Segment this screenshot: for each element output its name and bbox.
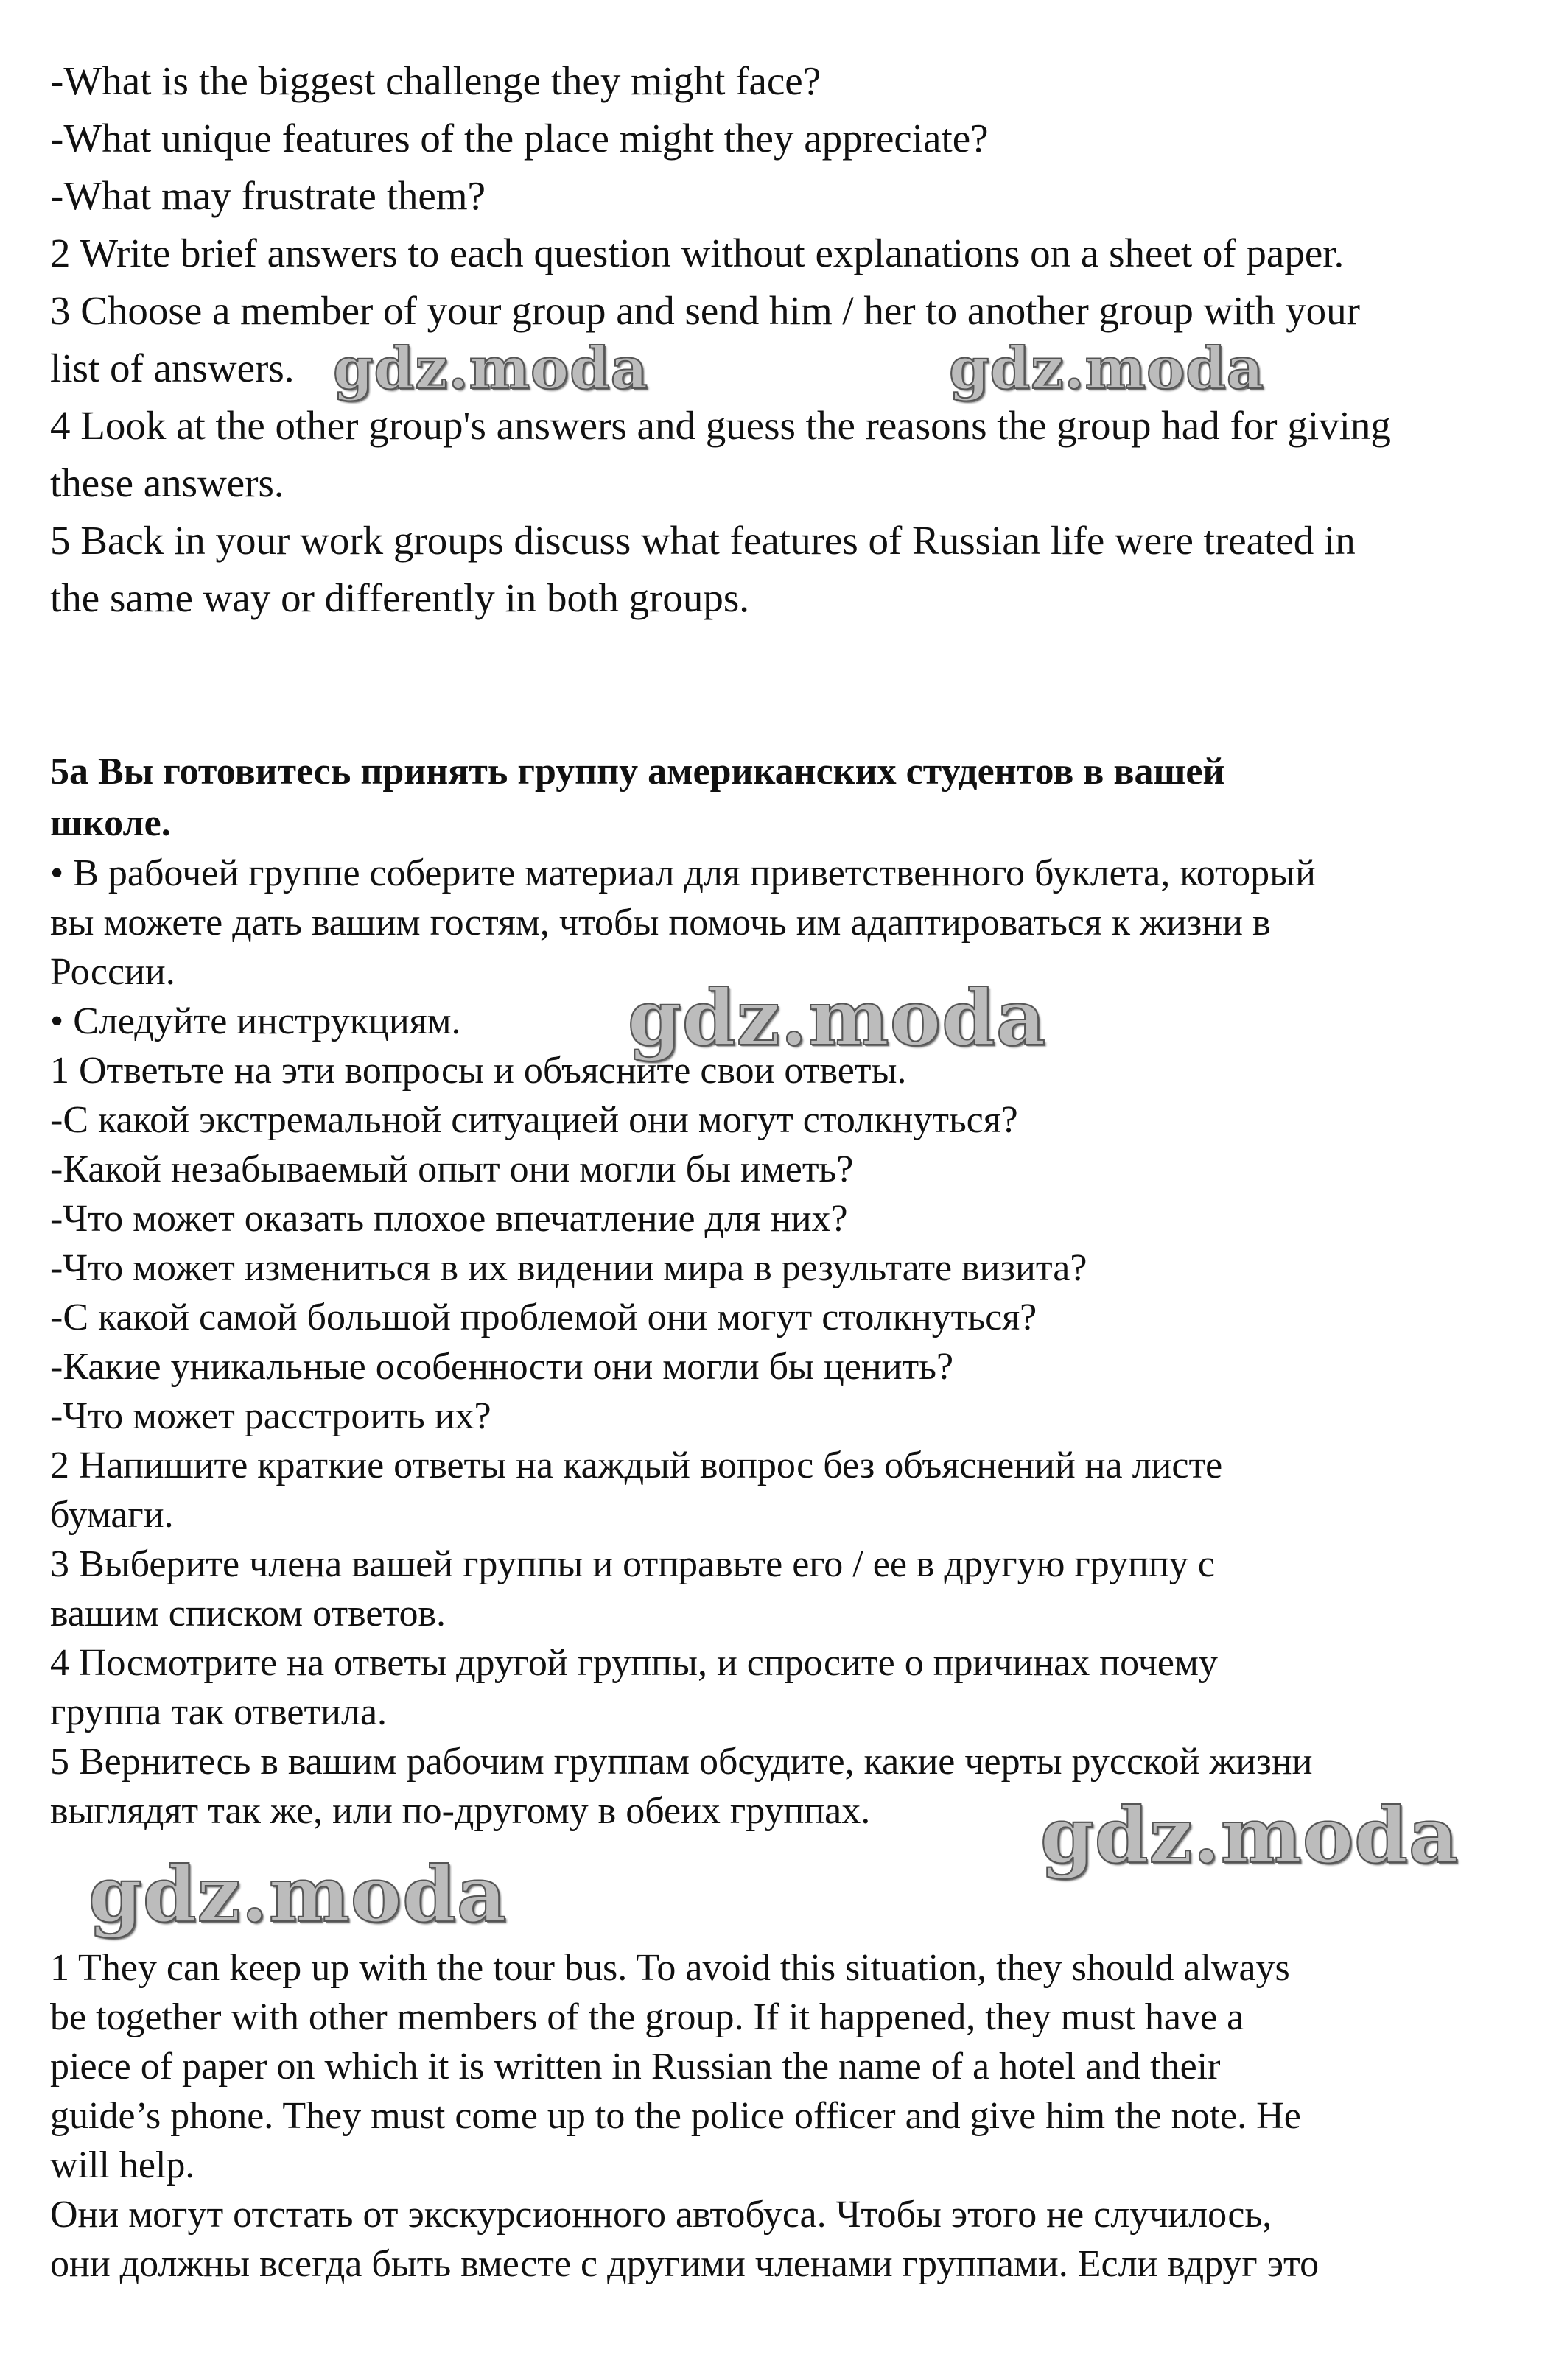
- text-line: -What may frustrate them?: [50, 173, 486, 218]
- watermark-logo: gdz.moda: [333, 335, 649, 402]
- text-line: 1 They can keep up with the tour bus. To avoid this situation, they should always: [50, 1947, 1290, 1989]
- text-line: -Что может оказать плохое впечатление для них?: [50, 1198, 848, 1240]
- text-line: the same way or differently in both groups.: [50, 575, 750, 620]
- text-line: бумаги.: [50, 1494, 174, 1536]
- text-line: вашим списком ответов.: [50, 1593, 446, 1635]
- text-line: они должны всегда быть вместе с другими членами группами. Если вдруг это: [50, 2243, 1320, 2285]
- text-line: 3 Choose a member of your group and send him / her to another group with your: [50, 288, 1360, 333]
- heading-line: школе.: [50, 802, 171, 844]
- heading-line: 5а Вы готовитесь принять группу американских студентов в вашей: [50, 751, 1225, 793]
- text-line: 3 Выберите члена вашей группы и отправьте его / ее в другую группу с: [50, 1543, 1215, 1585]
- text-line: 4 Посмотрите на ответы другой группы, и спросите о причинах почему: [50, 1642, 1218, 1684]
- text-line: 2 Write brief answers to each question without explanations on a sheet of paper.: [50, 231, 1345, 275]
- text-line: 2 Напишите краткие ответы на каждый вопрос без объяснений на листе: [50, 1445, 1223, 1486]
- text-line: группа так ответила.: [50, 1691, 388, 1733]
- text-line: выглядят так же, или по-другому в обеих группах.: [50, 1790, 871, 1832]
- text-line: -Что может измениться в их видении мира в результате визита?: [50, 1247, 1087, 1289]
- text-line: 4 Look at the other group's answers and guess the reasons the group had for giving: [50, 403, 1391, 448]
- text-line: России.: [50, 951, 175, 993]
- text-line: • Следуйте инструкциям.: [50, 1000, 461, 1042]
- watermark-logo: gdz.moda: [628, 972, 1047, 1063]
- text-line: -What is the biggest challenge they might face?: [50, 58, 821, 103]
- text-line: list of answers.: [50, 345, 295, 390]
- text-line: piece of paper on which it is written in Russian the name of a hotel and their: [50, 2046, 1221, 2088]
- text-line: 5 Back in your work groups discuss what features of Russian life were treated in: [50, 518, 1356, 563]
- text-line: -С какой самой большой проблемой они могут столкнуться?: [50, 1296, 1037, 1338]
- text-line: вы можете дать вашим гостям, чтобы помочь им адаптироваться к жизни в: [50, 902, 1271, 944]
- text-line: • В рабочей группе соберите материал для приветственного буклета, который: [50, 852, 1316, 894]
- text-line: 5 Вернитесь в вашим рабочим группам обсудите, какие черты русской жизни: [50, 1741, 1313, 1783]
- text-line: -С какой экстремальной ситуацией они могут столкнуться?: [50, 1099, 1018, 1141]
- text-line: Они могут отстать от экскурсионного автобуса. Чтобы этого не случилось,: [50, 2194, 1272, 2236]
- watermark-logo: gdz.moda: [1040, 1790, 1459, 1881]
- text-line: be together with other members of the group. If it happened, they must have a: [50, 1996, 1244, 2038]
- text-line: -What unique features of the place might they appreciate?: [50, 116, 989, 161]
- watermark-logo: gdz.moda: [949, 335, 1265, 402]
- text-line: -Какой незабываемый опыт они могли бы иметь?: [50, 1148, 854, 1190]
- text-line: will help.: [50, 2144, 195, 2186]
- text-line: -Что может расстроить их?: [50, 1395, 491, 1437]
- text-line: 1 Ответьте на эти вопросы и объясните свои ответы.: [50, 1050, 907, 1092]
- text-line: these answers.: [50, 460, 284, 505]
- watermark-logo: gdz.moda: [88, 1849, 508, 1940]
- text-line: -Какие уникальные особенности они могли бы ценить?: [50, 1346, 954, 1388]
- text-line: guide’s phone. They must come up to the police officer and give him the note. He: [50, 2095, 1301, 2137]
